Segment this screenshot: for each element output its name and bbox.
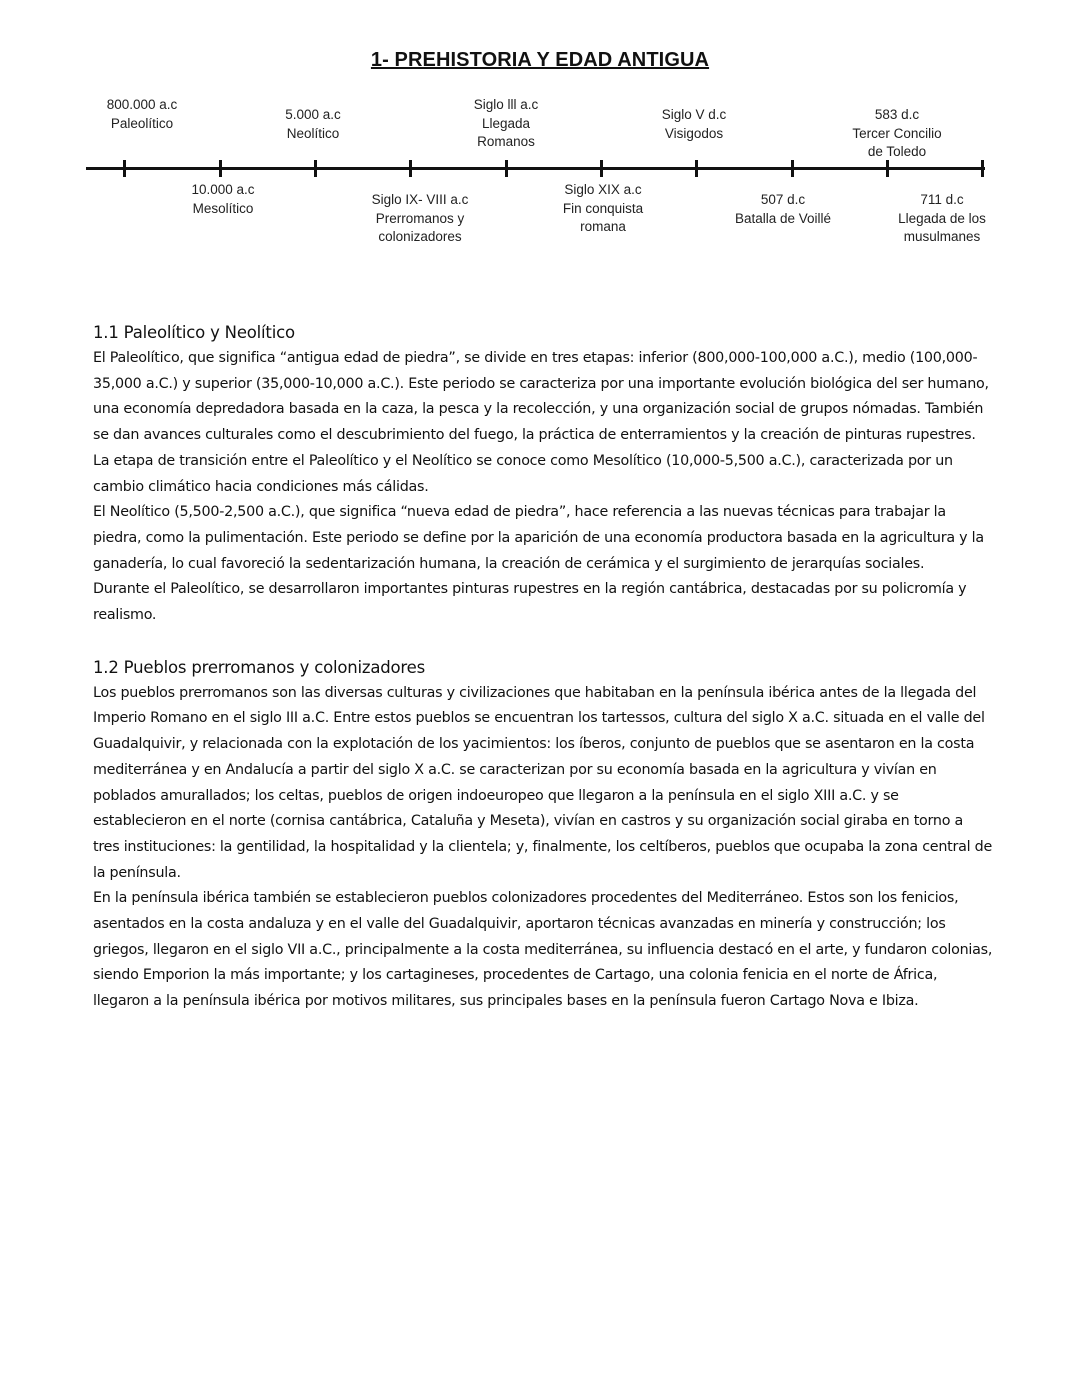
paragraph: El Neolítico (5,500-2,500 a.C.), que significa “nueva edad de piedra”, hace referencia a las nuevas técnicas para trabajar la piedra, como la pulimentación. Este periodo se define por la aparición de una economía productora basada en la agricultura y la ganadería, lo cual favoreció la sedentarización humana, la creación de cerámica y el surgimiento de jerarquías sociales. [93,504,984,572]
timeline-event-prerromanos: Siglo IX- VIII a.c Prerromanos y colonizadores [371,192,469,244]
paragraph: La etapa de transición entre el Paleolítico y el Neolítico se conoce como Mesolítico (10,000-5,500 a.C.), caracterizada por un cambio climático hacia condiciones más cálidas. [93,452,953,495]
paragraph: El Paleolítico, que significa “antigua edad de piedra”, se divide en tres etapas: inferior (800,000-100,000 a.C.), medio (100,000-35,000 a.C.) y superior (35,000-10,000 a.C.). Este periodo se caracteriza por una importante evolución biológica del ser humano, una economía depredadora basada en la caza, la pesca y la recolección, y una organización social de grupos nómadas. También se dan avances culturales como el descubrimiento del fuego, la práctica de enterramientos y la creación de pinturas rupestres. [93,350,989,444]
timeline-tick [409,160,412,177]
timeline-tick [505,160,508,177]
page-title: 1- PREHISTORIA Y EDAD ANTIGUA [370,49,710,71]
timeline-tick [123,160,126,177]
timeline-event-romanos: Siglo lll a.c Llegada Romanos [473,97,539,149]
section-heading: 1.1 Paleolítico y Neolítico [93,323,295,342]
timeline-event-concilio-toledo: 583 d.c Tercer Concilio de Toledo [852,107,942,159]
timeline-event-fin-conquista: Siglo XIX a.c Fin conquista romana [562,182,644,234]
timeline-event-musulmanes: 711 d.c Llegada de los musulmanes [898,192,986,244]
timeline-event-visigodos: Siglo V d.c Visigodos [661,107,727,141]
timeline-tick [600,160,603,177]
timeline-tick [314,160,317,177]
document-body [93,320,993,1015]
paragraph: Durante el Paleolítico, se desarrollaron importantes pinturas rupestres en la región cantábrica, destacadas por su policromía y realismo. [93,581,967,624]
paragraph: En la península ibérica también se establecieron pueblos colonizadores procedentes del Mediterráneo. Estos son los fenicios, asentados en la costa andaluza y en el valle del Guadalquivir, aportaron técnicas avanzadas en minería y construcción; los griegos, llegaron en el siglo VII a.C., principalmente a la costa mediterránea, su influencia destacó en el arte, y fundaron colonias, siendo Emporion la más importante; y los cartagineses, procedentes de Cartago, una colonia fenicia en el norte de África, llegaron a la península ibérica por motivos militares, sus principales bases en la península fueron Cartago Nova e Ibiza. [93,890,993,1010]
timeline [0,0,1080,260]
paragraph: Los pueblos prerromanos son las diversas culturas y civilizaciones que habitaban en la península ibérica antes de la llegada del Imperio Romano en el siglo III a.C. Entre estos pueblos se encuentran los tartessos, cultura del siglo X a.C. situada en el valle del Guadalquivir, y relacionada con la explotación de los yacimientos: los íberos, conjunto de pueblos que se asentaron en la costa mediterránea y en Andalucía a partir del siglo X a.C. se caracterizan por su economía basada en la agricultura y vivían en poblados amurallados; los celtas, pueblos de origen indoeuropeo que llegaron a la península en el siglo XIII a.C. y se establecieron en el norte (cornisa cantábrica, Cataluña y Meseta), vivían en castros y su organización social giraba en torno a tres instituciones: la gentilidad, la hospitalidad y la clientela; y, finalmente, los celtíberos, pueblos que ocupaba la zona central de la península. [93,684,993,881]
section-pueblos-prerromanos [93,655,993,1015]
timeline-event-voille: 507 d.c Batalla de Voillé [734,192,832,226]
timeline-event-mesolitico: 10.000 a.c Mesolítico [191,182,255,216]
timeline-tick [695,160,698,177]
timeline-event-paleolitico: 800.000 a.c Paleolítico [106,97,178,131]
timeline-tick [886,160,889,177]
timeline-tick [219,160,222,177]
timeline-tick [791,160,794,177]
section-paleolitico-neolitico [93,320,993,629]
timeline-end-tick [981,160,984,177]
timeline-event-neolitico: 5.000 a.c Neolítico [285,107,341,141]
section-heading: 1.2 Pueblos prerromanos y colonizadores [93,657,425,677]
